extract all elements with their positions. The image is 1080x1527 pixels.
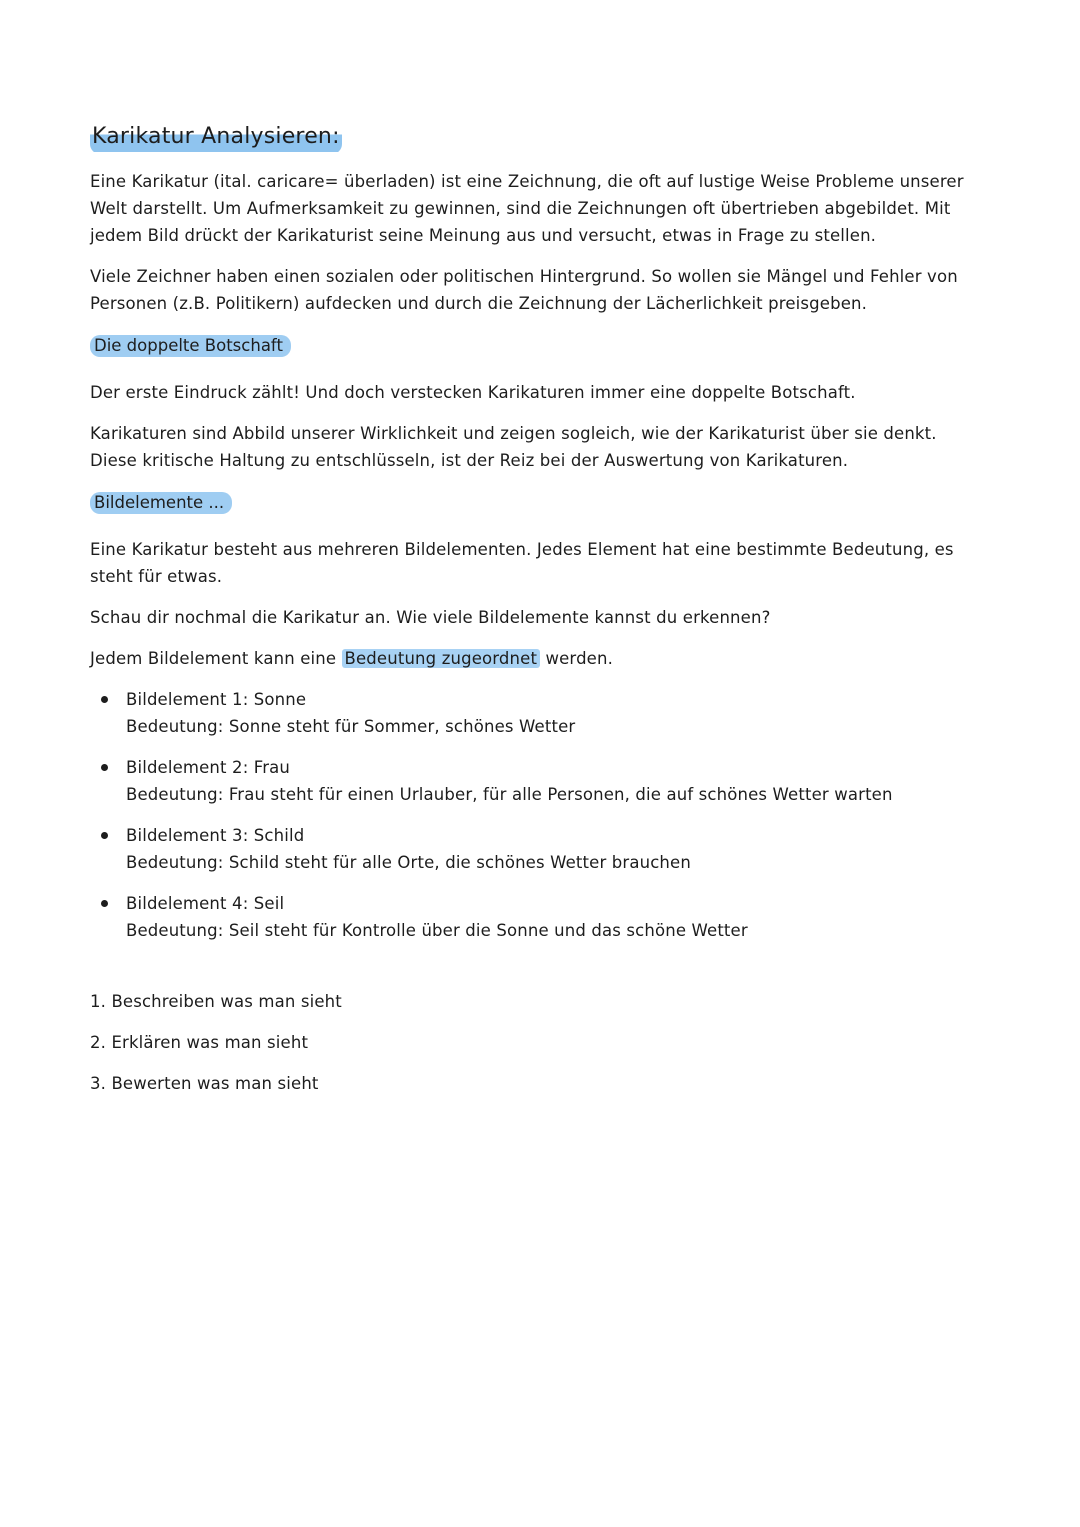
bullet-icon bbox=[101, 832, 108, 839]
list-item-element: Bildelement 3: Schild bbox=[126, 826, 305, 845]
bildelemente-paragraph-3 bbox=[90, 645, 980, 672]
p3-text-before: Jedem Bildelement kann eine bbox=[90, 649, 342, 668]
bildelemente-list bbox=[90, 686, 980, 944]
intro-paragraph-2: Viele Zeichner haben einen sozialen oder politischen Hintergrund. So wollen sie Mängel und Fehler von Personen (z.B. Politikern) aufdecken und durch die Zeichnung der Lächerlichkeit preisgeben. bbox=[90, 267, 958, 313]
list-item bbox=[90, 754, 980, 808]
step-item: 3. Bewerten was man sieht bbox=[90, 1074, 319, 1093]
step-item: 2. Erklären was man sieht bbox=[90, 1033, 309, 1052]
bildelemente-paragraph-1: Eine Karikatur besteht aus mehreren Bildelementen. Jedes Element hat eine bestimmte Bedeutung, es steht für etwas. bbox=[90, 540, 954, 586]
botschaft-paragraph-1: Der erste Eindruck zählt! Und doch verstecken Karikaturen immer eine doppelte Botschaft. bbox=[90, 383, 856, 402]
list-item-element: Bildelement 4: Seil bbox=[126, 894, 285, 913]
list-item-element: Bildelement 1: Sonne bbox=[126, 690, 307, 709]
bullet-icon bbox=[101, 696, 108, 703]
bullet-icon bbox=[101, 900, 108, 907]
list-item bbox=[90, 890, 980, 944]
bullet-icon bbox=[101, 764, 108, 771]
highlighted-phrase: Bedeutung zugeordnet bbox=[342, 649, 541, 668]
list-item-element: Bildelement 2: Frau bbox=[126, 758, 291, 777]
steps-list bbox=[90, 988, 980, 1097]
step-item: 1. Beschreiben was man sieht bbox=[90, 992, 342, 1011]
bildelemente-paragraph-2: Schau dir nochmal die Karikatur an. Wie viele Bildelemente kannst du erkennen? bbox=[90, 608, 771, 627]
document-page bbox=[90, 120, 980, 1111]
list-item-meaning: Bedeutung: Frau steht für einen Urlauber, für alle Personen, die auf schönes Wetter warten bbox=[126, 785, 893, 804]
list-item-meaning: Bedeutung: Schild steht für alle Orte, die schönes Wetter brauchen bbox=[126, 853, 691, 872]
page-title: Karikatur Analysieren: bbox=[90, 120, 342, 154]
p3-text-after: werden. bbox=[540, 649, 613, 668]
list-item bbox=[90, 822, 980, 876]
botschaft-paragraph-2: Karikaturen sind Abbild unserer Wirklichkeit und zeigen sogleich, wie der Karikaturist über sie denkt. Diese kritische Haltung zu entschlüsseln, ist der Reiz bei der Auswertung von Karikaturen. bbox=[90, 424, 937, 470]
list-item-meaning: Bedeutung: Sonne steht für Sommer, schönes Wetter bbox=[126, 717, 576, 736]
section-heading-bildelemente: Bildelemente ... bbox=[90, 492, 232, 514]
list-item-meaning: Bedeutung: Seil steht für Kontrolle über die Sonne und das schöne Wetter bbox=[126, 921, 748, 940]
section-heading-botschaft: Die doppelte Botschaft bbox=[90, 335, 291, 357]
intro-paragraph-1: Eine Karikatur (ital. caricare= überladen) ist eine Zeichnung, die oft auf lustige Weise Probleme unserer Welt darstellt. Um Aufmerksamkeit zu gewinnen, sind die Zeichnungen oft übertrieben abgebildet. Mit jedem Bild drückt der Karikaturist seine Meinung aus und versucht, etwas in Frage zu stellen. bbox=[90, 172, 964, 245]
list-item bbox=[90, 686, 980, 740]
